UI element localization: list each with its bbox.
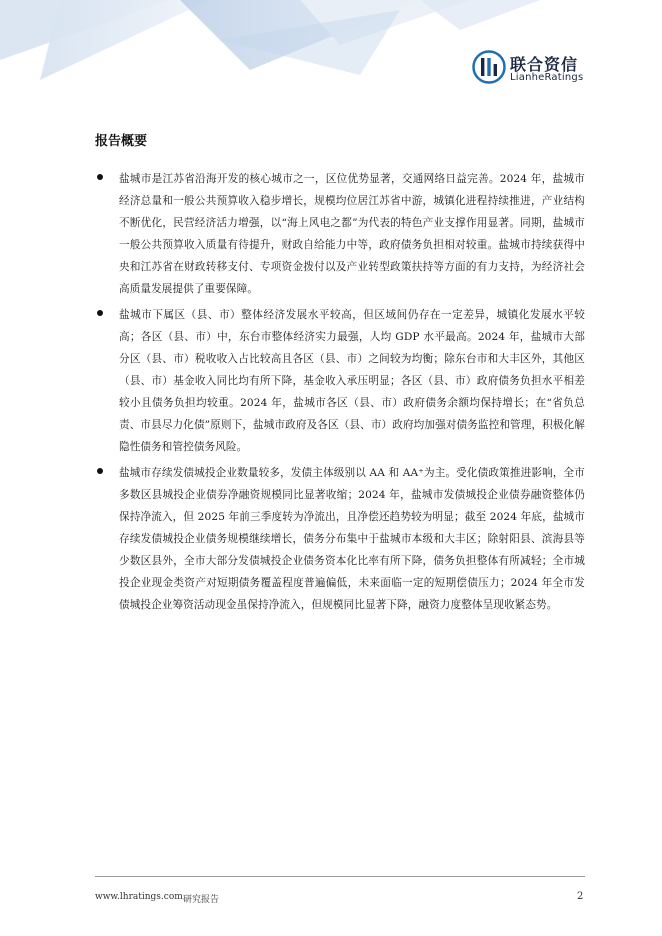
- summary-bullet-item: [95, 304, 585, 458]
- bullet-text: 盐城市下属区（县、市）整体经济发展水平较高，但区域间仍存在一定差异，城镇化发展水平较高；各区（县、市）中，东台市整体经济实力最强，人均 GDP 水平最高。2024 年，盐城市大部分区（县、市）税收收入占比较高且各区（县、市）之间较为均衡；除东台市和大丰区外，其他区（县、市）基金收入同比均有所下降，基金收入承压明显；各区（县、市）政府债务负担水平相差较小且债务负担均较重。2024 年，盐城市各区（县、市）政府债务余额均保持增长；在“省负总责、市县尽力化债”原则下，盐城市政府及各区（县、市）政府均加强对债务监控和管理，积极化解隐性债务和管控债务风险。: [119, 309, 585, 453]
- footer-divider: [95, 876, 585, 877]
- section-title: 报告概要: [95, 134, 148, 149]
- summary-bullet-item: [95, 462, 585, 616]
- footer-report-type: 研究报告: [183, 895, 220, 905]
- lianhe-logo-icon: [472, 50, 506, 84]
- logo-chinese-name: 联合资信: [510, 55, 579, 74]
- bullet-text: 盐城市是江苏省沿海开发的核心城市之一，区位优势显著，交通网络日益完善。2024 年，盐城市经济总量和一般公共预算收入稳步增长，规模均位居江苏省中游，城镇化进程持续推进，产业结构不断优化，民营经济活力增强，以“海上风电之都”为代表的特色产业支撑作用显著。同期，盐城市一般公共预算收入质量有待提升，财政自给能力中等，政府债务负担相对较重。盐城市持续获得中央和江苏省在财政转移支付、专项资金拨付以及产业转型政策扶持等方面的有力支持，为经济社会高质量发展提供了重要保障。: [119, 173, 585, 295]
- footer-website-link[interactable]: www.lhratings.com: [95, 892, 183, 902]
- bullet-text: 盐城市存续发债城投企业数量较多，发债主体级别以 AA 和 AA⁺为主。受化债政策推进影响，全市多数区县城投企业债券净融资规模同比显著收缩；2024 年，盐城市发债城投企业债券融资整体仍保持净流入，但 2025 年前三季度转为净流出，且净偿还趋势较为明显；截至 2024 年底，盐城市存续发债城投企业债务规模继续增长，债务分布集中于盐城市本级和大丰区；除射阳县、滨海县等少数区县外，全市大部分发债城投企业债务资本化比率有所下降，债务负担整体有所减轻；全市城投企业现金类资产对短期债务覆盖程度普遍偏低，未来面临一定的短期偿债压力；2024 年全市发债城投企业筹资活动现金虽保持净流入，但规模同比显著下降，融资力度整体呈现收紧态势。: [119, 467, 585, 611]
- page-number: 2: [577, 891, 584, 902]
- bullet-dot-icon: [97, 468, 103, 474]
- bullet-dot-icon: [97, 310, 103, 316]
- summary-bullet-list: [95, 168, 585, 620]
- summary-bullet-item: [95, 168, 585, 300]
- lianhe-ratings-logo: [472, 50, 602, 90]
- bullet-dot-icon: [97, 174, 103, 180]
- logo-english-name: LianheRatings: [510, 72, 584, 83]
